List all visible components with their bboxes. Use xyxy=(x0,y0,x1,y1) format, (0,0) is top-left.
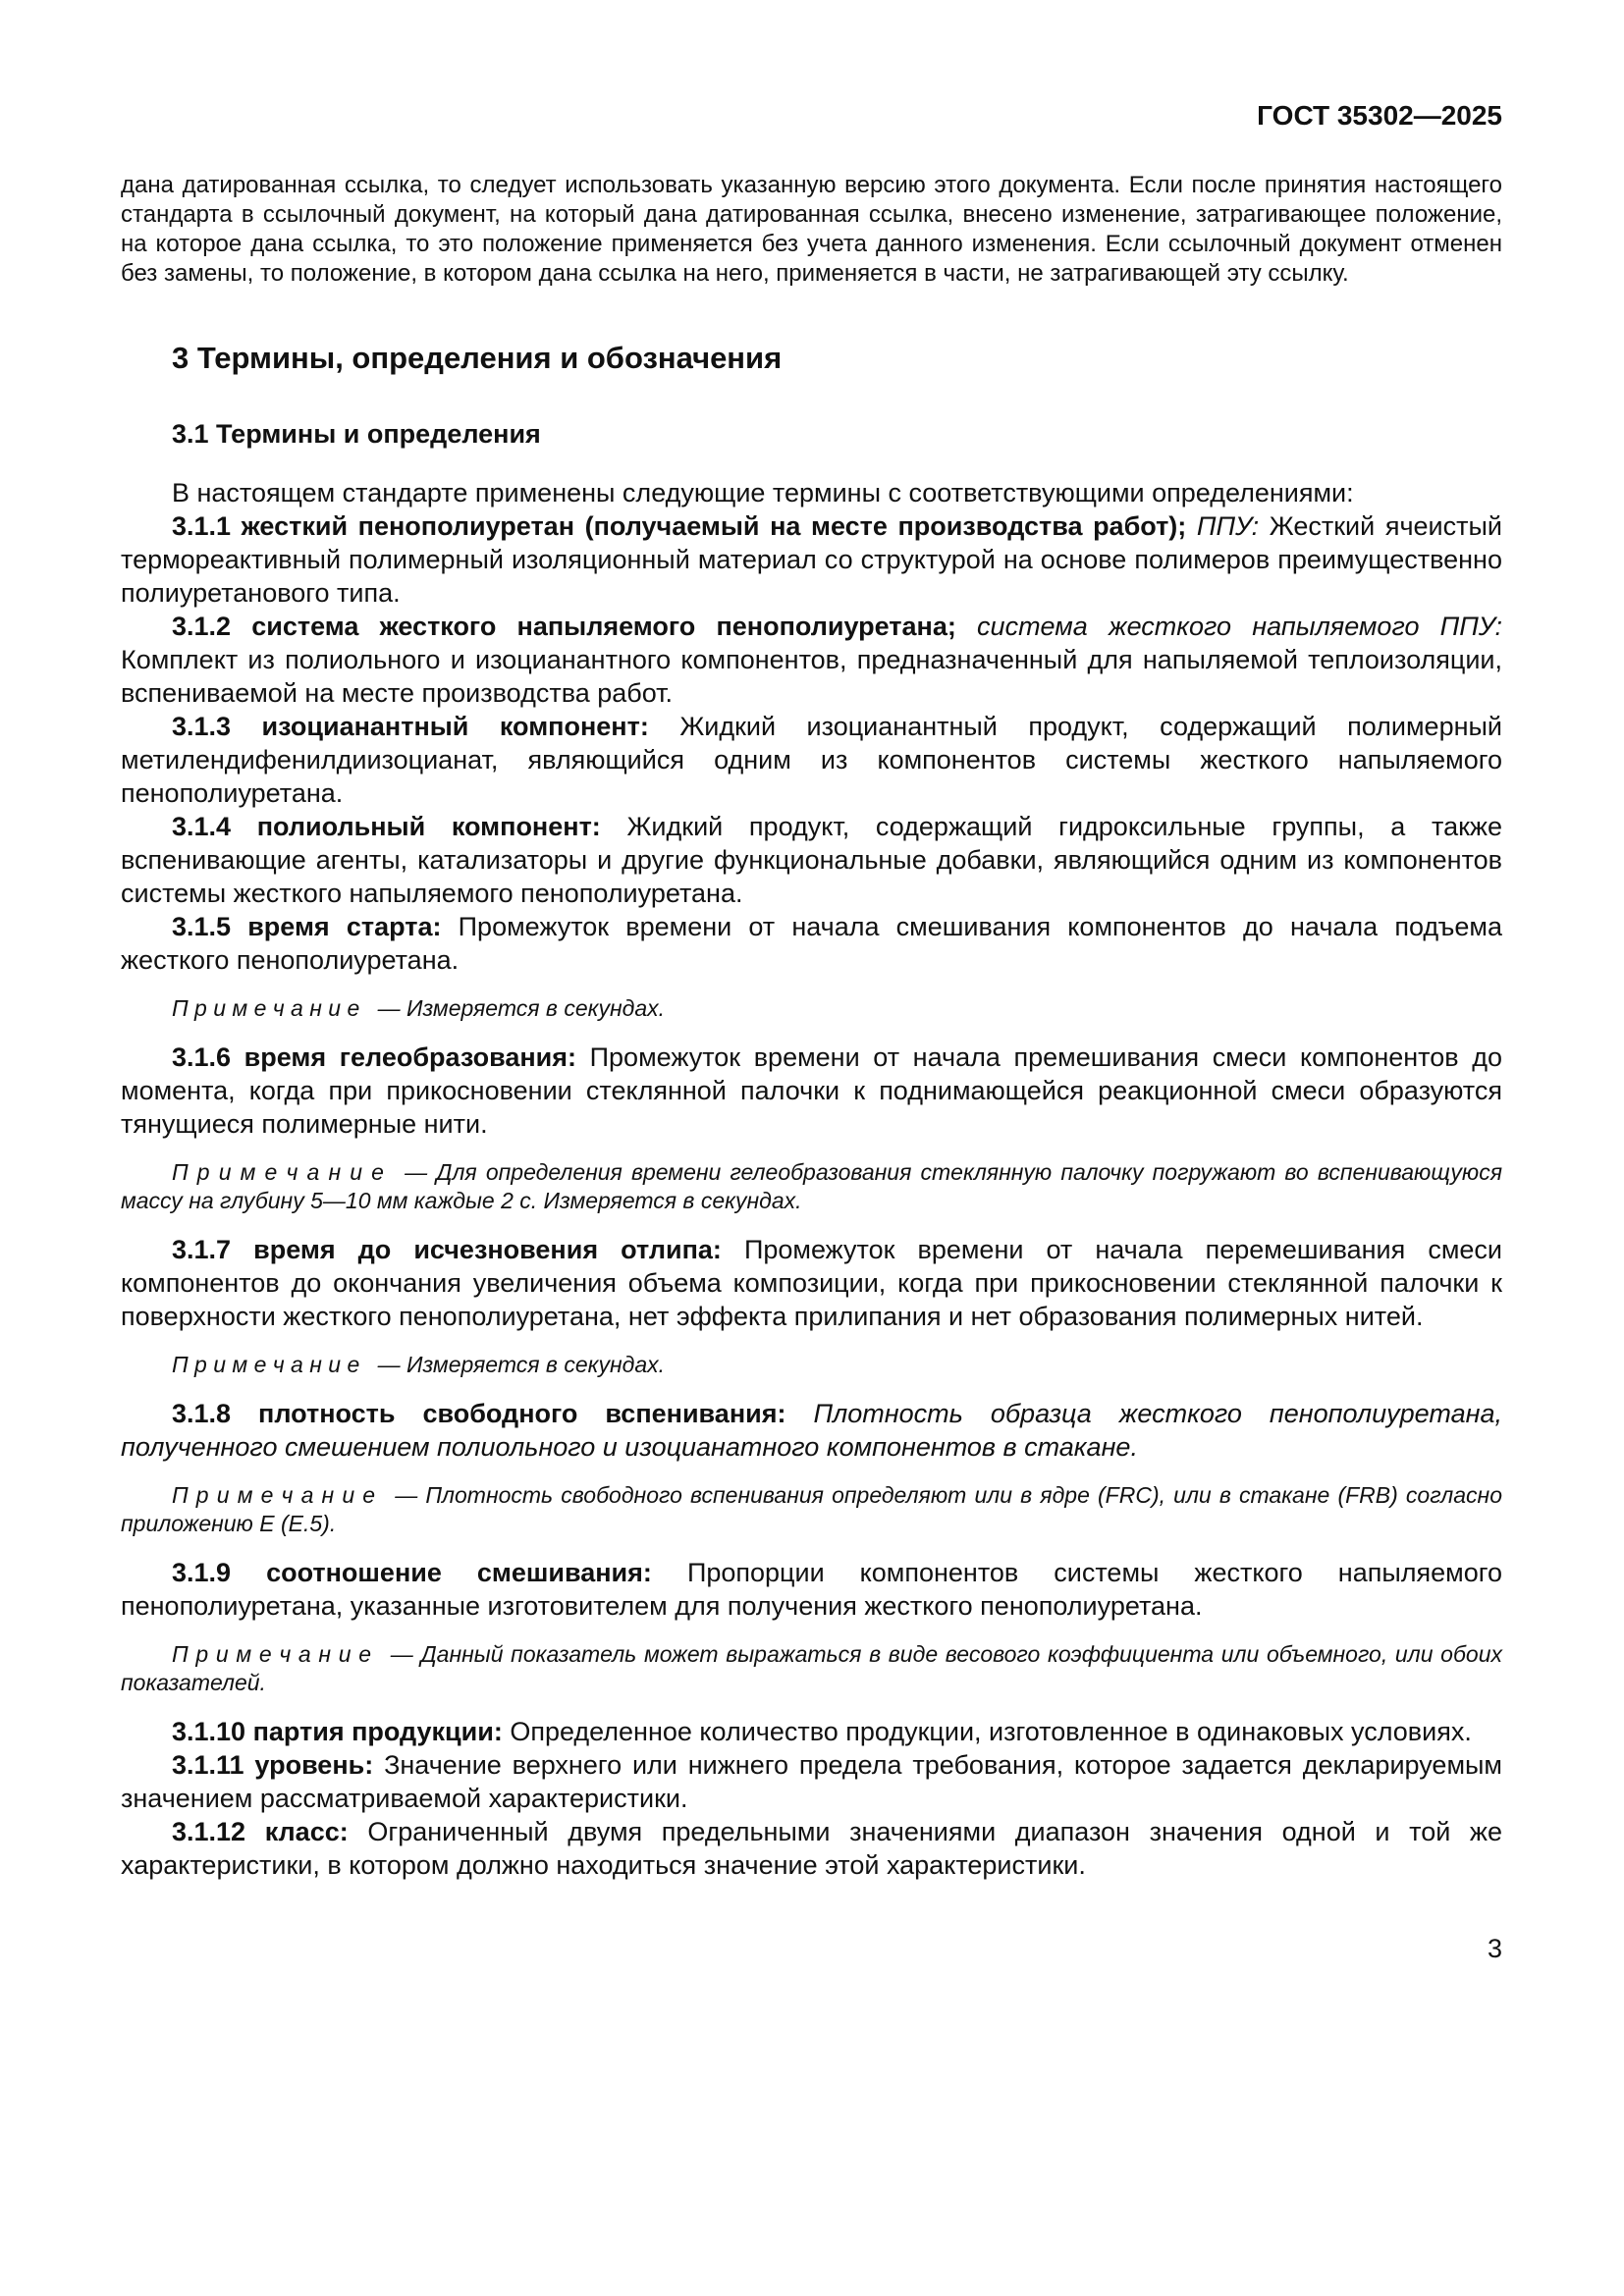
term-number-title: 3.1.5 время старта: xyxy=(172,912,442,941)
term-number-title: 3.1.4 полиольный компонент: xyxy=(172,812,601,841)
term-3-1-11 xyxy=(121,1748,1502,1815)
subsection-heading: 3.1 Термины и определения xyxy=(172,419,541,449)
term-3-1-9 xyxy=(121,1556,1502,1623)
page-number: 3 xyxy=(1487,1934,1502,1963)
term-3-1-12 xyxy=(121,1815,1502,1882)
term-definition: Пропорции компонентов системы жесткого напыляемого пенополиуретана, указанные изготовителем для получения жесткого пенополиуретана. xyxy=(121,1558,1502,1621)
note-label: П р и м е ч а н и е xyxy=(172,1482,376,1508)
term-definition: Определенное количество продукции, изготовленное в одинаковых условиях. xyxy=(510,1717,1472,1746)
note-paragraph xyxy=(121,1640,1502,1697)
note-label: П р и м е ч а н и е xyxy=(172,1352,360,1377)
term-definition: Комплект из полиольного и изоцианантного компонентов, предназначенный для напыляемой теплоизоляции, вспениваемой на месте производства работ. xyxy=(121,645,1502,708)
doc-code: ГОСТ 35302—2025 xyxy=(1257,100,1502,131)
note-paragraph xyxy=(121,1158,1502,1215)
term-definition: Жесткий ячеистый термореактивный полимерный изоляционный материал со структурой на основе полимеров преимущественно полиуретанового типа. xyxy=(121,511,1502,608)
note-paragraph xyxy=(121,994,1502,1023)
note-text: — Для определения времени гелеобразования стеклянную палочку погружают во вспенивающуюся массу на глубину 5—10 мм каждые 2 с. Измеряется в секундах. xyxy=(121,1159,1503,1213)
term-alt-label: ППУ: xyxy=(1196,511,1260,541)
term-definition: Жидкий изоцианантный продукт, содержащий полимерный метилендифенилдиизоцианат, являющийся одним из компонентов системы жесткого напыляемого пенополиуретана. xyxy=(121,712,1502,808)
term-number-title: 3.1.3 изоцианантный компонент: xyxy=(172,712,649,741)
term-definition: Промежуток времени от начала премешивания смеси компонентов до момента, когда при прикосновении стеклянной палочки к поднимающейся реакционной смеси образуются тянущиеся полимерные нити. xyxy=(121,1042,1502,1139)
term-3-1-6 xyxy=(121,1041,1502,1141)
note-paragraph xyxy=(121,1481,1502,1538)
term-number-title: 3.1.8 плотность свободного вспенивания: xyxy=(172,1399,786,1428)
term-number-title: 3.1.2 система жесткого напыляемого пенополиуретана; xyxy=(172,612,956,641)
term-alt-label: система жесткого напыляемого ППУ: xyxy=(977,612,1502,641)
term-number-title: 3.1.10 партия продукции: xyxy=(172,1717,503,1746)
term-definition: Промежуток времени от начала перемешивания смеси компонентов до окончания увеличения объема композиции, когда при прикосновении стеклянной палочки к поверхности жесткого пенополиуретана, нет эффекта прилипания и нет образования полимерных нитей. xyxy=(121,1235,1502,1331)
term-3-1-3 xyxy=(121,710,1502,810)
term-definition: Ограниченный двумя предельными значениями диапазон значения одной и той же характеристики, в котором должно находиться значение этой характеристики. xyxy=(121,1817,1502,1880)
term-definition: Плотность образца жесткого пенополиуретана, полученного смешением полиольного и изоцианатного компонентов в стакане. xyxy=(121,1399,1502,1462)
note-label: П р и м е ч а н и е xyxy=(172,1641,372,1667)
term-number-title: 3.1.9 соотношение смешивания: xyxy=(172,1558,652,1587)
term-3-1-1 xyxy=(121,509,1502,610)
term-definition: Промежуток времени от начала смешивания компонентов до начала подъема жесткого пенополиуретана. xyxy=(121,912,1502,975)
term-3-1-7 xyxy=(121,1233,1502,1333)
note-text: — Измеряется в секундах. xyxy=(377,1352,666,1377)
lead-paragraph: В настоящем стандарте применены следующие термины с соответствующими определениями: xyxy=(172,478,1354,507)
note-label: П р и м е ч а н и е xyxy=(172,995,360,1021)
term-number-title: 3.1.12 класс: xyxy=(172,1817,349,1846)
term-number-title: 3.1.7 время до исчезновения отлипа: xyxy=(172,1235,722,1264)
note-text: — Данный показатель может выражаться в виде весового коэффициента или объемного, или обоих показателей. xyxy=(121,1641,1502,1695)
note-paragraph xyxy=(121,1351,1502,1379)
term-3-1-2 xyxy=(121,610,1502,710)
term-number-title: 3.1.6 время гелеобразования: xyxy=(172,1042,576,1072)
term-definition: Жидкий продукт, содержащий гидроксильные группы, а также вспенивающие агенты, катализаторы и другие функциональные добавки, являющийся одним из компонентов системы жесткого напыляемого пенополиуретана. xyxy=(121,812,1502,908)
note-text: — Измеряется в секундах. xyxy=(377,995,666,1021)
term-3-1-8 xyxy=(121,1397,1502,1464)
note-text: — Плотность свободного вспенивания определяют или в ядре (FRC), или в стакане (FRB) согласно приложению Е (Е.5). xyxy=(121,1482,1502,1536)
term-3-1-5 xyxy=(121,910,1502,977)
intro-paragraph: дана датированная ссылка, то следует использовать указанную версию этого документа. Если после принятия настоящего стандарта в ссылочный документ, на который дана датированная ссылка, внесено изменение, затрагивающее положение, на которое дана ссылка, то это положение применяется без учета данного изменения. Если ссылочный документ отменен без замены, то положение, в котором дана ссылка на него, применяется в части, не затрагивающей эту ссылку. xyxy=(121,172,1502,287)
term-3-1-10 xyxy=(121,1715,1502,1748)
term-number-title: 3.1.11 уровень: xyxy=(172,1750,374,1780)
term-3-1-4 xyxy=(121,810,1502,910)
term-definition: Значение верхнего или нижнего предела требования, которое задается декларируемым значением рассматриваемой характеристики. xyxy=(121,1750,1502,1813)
term-number-title: 3.1.1 жесткий пенополиуретан (получаемый на месте производства работ); xyxy=(172,511,1187,541)
note-label: П р и м е ч а н и е xyxy=(172,1159,384,1185)
section-heading: 3 Термины, определения и обозначения xyxy=(172,341,783,375)
